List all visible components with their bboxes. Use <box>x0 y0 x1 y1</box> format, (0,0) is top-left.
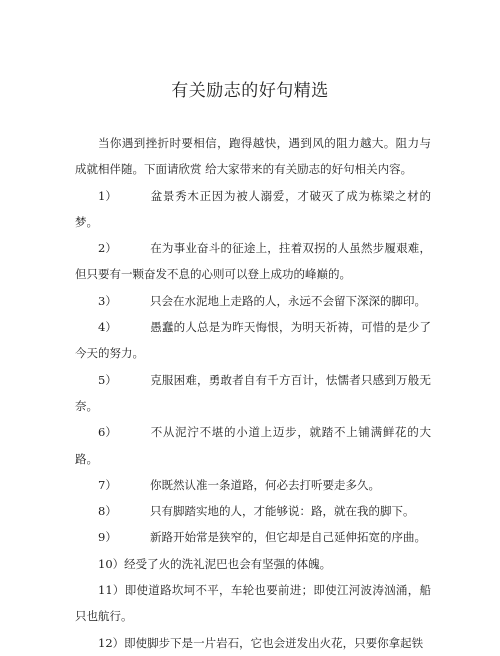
item-text: 经受了火的洗礼泥巴也会有坚强的体魄。 <box>124 556 332 571</box>
item-text: 在为事业奋斗的征途上，拄着双拐的人虽然步履艰难，但只要有一颗奋发不息的心则可以登上成功的峰巅的。 <box>75 241 431 282</box>
item-text: 克服困难，勇敢者自有千方百计，怯懦者只感到万般无奈。 <box>75 372 431 413</box>
list-item <box>75 577 431 630</box>
item-text: 不从泥泞不堪的小道上迈步，就踏不上铺满鲜花的大路。 <box>75 425 431 466</box>
item-number: 6） <box>98 425 117 440</box>
item-number: 8） <box>98 504 117 519</box>
list-item <box>75 314 431 367</box>
item-number: 4） <box>98 320 117 335</box>
list-item <box>75 630 431 656</box>
item-text: 愚蠢的人总是为昨天悔恨，为明天祈祷，可惜的是少了今天的努力。 <box>75 320 431 361</box>
list-item <box>75 524 431 550</box>
item-number: 3） <box>98 293 117 308</box>
item-number: 9） <box>98 530 117 545</box>
document-body <box>75 130 431 656</box>
item-text: 即使脚步下是一片岩石，它也会迸发出火花，只要你拿起铁 <box>124 635 424 650</box>
item-text: 盆景秀木正因为被人溺爱，才破灭了成为栋梁之材的梦。 <box>75 188 431 229</box>
item-number: 5） <box>98 372 117 387</box>
item-text: 只会在水泥地上走路的人，永远不会留下深深的脚印。 <box>150 293 426 308</box>
item-text: 你既然认准一条道路，何必去打听要走多久。 <box>150 477 380 492</box>
list-item <box>75 472 431 498</box>
item-number: 12） <box>98 635 125 650</box>
item-number: 2） <box>98 241 117 256</box>
list-item <box>75 498 431 524</box>
intro-paragraph: 当你遇到挫折时要相信，跑得越快，遇到风的阻力越大。阻力与成就相伴随。下面请欣赏 给大家带来的有关励志的好句相关内容。 <box>75 136 431 177</box>
item-text: 只有脚踏实地的人，才能够说：路，就在我的脚下。 <box>150 504 415 519</box>
document-title: 有关励志的好句精选 <box>171 81 329 101</box>
list-item <box>75 183 431 236</box>
item-text: 即使道路坎坷不平，车轮也要前进；即使江河波涛汹涌，船只也航行。 <box>75 583 431 624</box>
item-number: 1） <box>98 188 117 203</box>
list-item <box>75 235 431 288</box>
list-item <box>75 419 431 472</box>
list-item <box>75 551 431 577</box>
list-item <box>75 288 431 314</box>
item-number: 11） <box>98 583 125 598</box>
item-text: 新路开始常是狭窄的，但它却是自己延伸拓宽的序曲。 <box>150 530 426 545</box>
item-number: 10） <box>98 556 125 571</box>
list-item <box>75 367 431 420</box>
item-number: 7） <box>98 477 117 492</box>
